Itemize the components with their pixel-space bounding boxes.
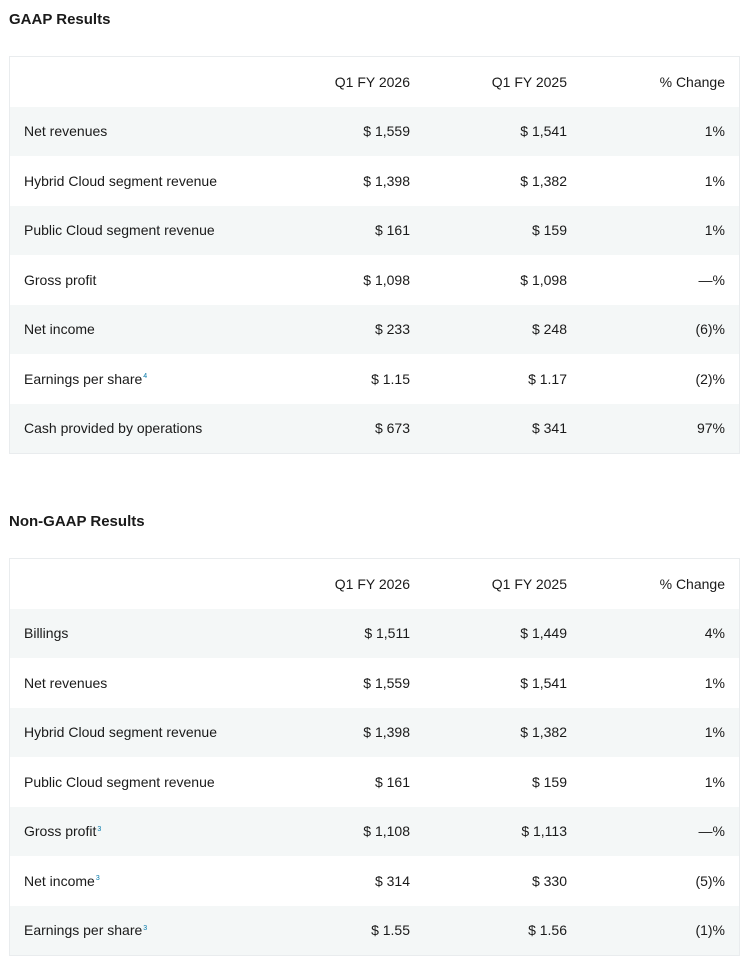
value-q1-fy2026: $ 1,559 <box>363 674 410 691</box>
table-row <box>10 807 739 857</box>
value-percent-change: —% <box>698 271 725 288</box>
value-q1-fy2026: $ 161 <box>374 222 410 239</box>
footnote-link[interactable]: 3 <box>143 924 148 932</box>
header-q1-fy2025: Q1 FY 2025 <box>491 575 567 592</box>
value-q1-fy2025: $ 159 <box>531 773 567 790</box>
header-q1-fy2026: Q1 FY 2026 <box>334 575 410 592</box>
value-percent-change: (6)% <box>695 321 725 338</box>
row-label: Net revenues <box>24 674 108 691</box>
header-q1-fy2025: Q1 FY 2025 <box>491 73 567 90</box>
footnote-link[interactable]: 4 <box>143 373 148 381</box>
table-row <box>10 906 739 956</box>
value-q1-fy2026: $ 1,098 <box>363 271 410 288</box>
value-percent-change: —% <box>698 823 725 840</box>
value-q1-fy2026: $ 314 <box>374 872 410 889</box>
table-row <box>10 609 739 659</box>
value-percent-change: 97% <box>696 420 725 437</box>
value-q1-fy2026: $ 233 <box>374 321 410 338</box>
value-q1-fy2026: $ 161 <box>374 773 410 790</box>
row-label: Billings <box>24 625 69 642</box>
footnote-link[interactable]: 3 <box>97 825 102 833</box>
value-q1-fy2026: $ 1,559 <box>363 123 410 140</box>
value-q1-fy2026: $ 1,511 <box>364 625 410 642</box>
row-label: Earnings per share$^3$ <box>24 922 148 939</box>
row-label: Net revenues <box>24 123 108 140</box>
value-percent-change: 1% <box>704 123 725 140</box>
value-percent-change: (2)% <box>695 370 725 387</box>
gaap-results-title: GAAP Results <box>9 11 111 28</box>
value-q1-fy2026: $ 1.15 <box>371 370 410 387</box>
value-q1-fy2025: $ 1,382 <box>520 172 567 189</box>
row-label: Gross profit <box>24 271 97 288</box>
row-label: Public Cloud segment revenue <box>24 222 215 239</box>
value-percent-change: (5)% <box>695 872 725 889</box>
row-label: Cash provided by operations <box>24 420 203 437</box>
value-q1-fy2025: $ 248 <box>531 321 567 338</box>
table-row <box>10 658 739 708</box>
value-q1-fy2025: $ 1,541 <box>520 123 567 140</box>
value-percent-change: 1% <box>704 674 725 691</box>
table-row <box>10 354 739 404</box>
row-label: Earnings per share$^4$ <box>24 370 148 387</box>
value-q1-fy2025: $ 1.17 <box>528 370 567 387</box>
non-gaap-results-title: Non-GAAP Results <box>9 513 145 530</box>
value-percent-change: 4% <box>704 625 725 642</box>
value-q1-fy2025: $ 341 <box>531 420 567 437</box>
table-row <box>10 404 739 454</box>
non-gaap-results-table <box>9 558 740 956</box>
table-row <box>10 107 739 157</box>
value-q1-fy2026: $ 1,398 <box>363 724 410 741</box>
footnote-link[interactable]: 3 <box>95 875 100 883</box>
header-percent-change: % Change <box>659 73 725 90</box>
row-label: Net income <box>24 321 95 338</box>
value-percent-change: (1)% <box>695 922 725 939</box>
value-q1-fy2025: $ 1,382 <box>520 724 567 741</box>
value-percent-change: 1% <box>704 773 725 790</box>
value-percent-change: 1% <box>704 222 725 239</box>
value-q1-fy2025: $ 1,113 <box>521 823 567 840</box>
value-q1-fy2025: $ 1.56 <box>528 922 567 939</box>
table-row <box>10 305 739 355</box>
header-percent-change: % Change <box>659 575 725 592</box>
value-q1-fy2026: $ 1,398 <box>363 172 410 189</box>
row-label: Net income$^3$ <box>24 872 100 889</box>
row-label: Gross profit$^3$ <box>24 823 102 840</box>
row-label: Hybrid Cloud segment revenue <box>24 724 217 741</box>
table-row <box>10 206 739 256</box>
value-percent-change: 1% <box>704 172 725 189</box>
row-label: Hybrid Cloud segment revenue <box>24 172 217 189</box>
table-row <box>10 255 739 305</box>
table-row <box>10 156 739 206</box>
header-q1-fy2026: Q1 FY 2026 <box>334 73 410 90</box>
table-header-row <box>10 57 739 107</box>
value-q1-fy2026: $ 1.55 <box>371 922 410 939</box>
value-q1-fy2025: $ 1,098 <box>520 271 567 288</box>
row-label: Public Cloud segment revenue <box>24 773 215 790</box>
table-row <box>10 757 739 807</box>
value-q1-fy2025: $ 1,541 <box>520 674 567 691</box>
gaap-results-table <box>9 56 740 454</box>
value-q1-fy2025: $ 330 <box>531 872 567 889</box>
table-row <box>10 856 739 906</box>
value-q1-fy2025: $ 1,449 <box>520 625 567 642</box>
value-q1-fy2025: $ 159 <box>531 222 567 239</box>
value-q1-fy2026: $ 673 <box>374 420 410 437</box>
value-percent-change: 1% <box>704 724 725 741</box>
table-row <box>10 708 739 758</box>
value-q1-fy2026: $ 1,108 <box>363 823 410 840</box>
table-header-row <box>10 559 739 609</box>
